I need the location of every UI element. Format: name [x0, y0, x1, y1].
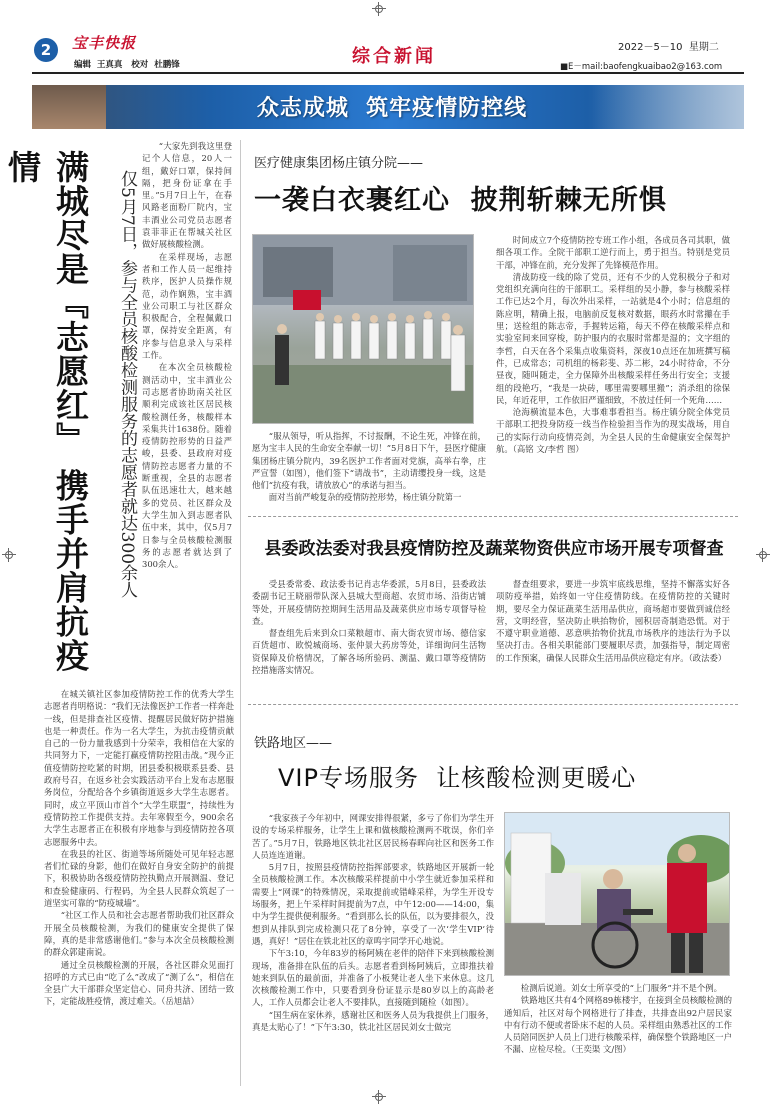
- theme-banner: [32, 85, 744, 129]
- wheelchair-photo-illustration: [505, 813, 730, 976]
- story2-kicker: 医疗健康集团杨庄镇分院——: [254, 156, 424, 171]
- editor-credit: 编辑 王真真 校对 杜鹏锋: [74, 60, 180, 70]
- issue-date: 2022－5－10 星期二: [618, 42, 719, 53]
- column-divider: [240, 140, 241, 1086]
- story4-column-left: “我家孩子今年初中，网课安排得很紧，多亏了你们为学生开设的专场采样服务，让学生上课和做核酸检测两不耽误，你们辛苦了。”5月7日，铁路地区铁北社区居民杨春晖向社区和医务工作人员连连道谢。 5月7日，按照县疫情防控指挥部要求，铁路地区开展新一轮全员核酸检测工作。本次核酸采样提前中小学生就近参加采样和需要上“网课”的特殊情况，采取提前或错峰采样，为学生开设专场服务，把上午采样时间提前为7点，中午12:00——14:00，集中为学生提供便利服务。“看到那么长的队伍，以为要排很久，没想到从排队到完成检测只花了8分钟，享受了一次‘学生VIP’待遇，真好！”居住在铁北社区的章鸣宇同学开心地说。 下午3:10，今年83岁的杨阿姨在老伴的陪伴下来到核酸检测现场，准备排在队伍的后头。志愿者看到杨阿姨后，立即推扶着她来到队伍的最前面，并准备了小板凳让老人坐下来休息。这几次核酸检测工作中，只要看到身份证显示是80岁以上的高龄老人，工作人员都会让老人不要排队，直接随到随检（如图）。 “国生病在家休养，感谢社区和医务人员为我提供上门服务，真是太贴心了！”下午3:30，铁北社区居民刘女士做完: [252, 813, 494, 1033]
- registration-mark-icon: [372, 2, 386, 16]
- section-divider: [248, 516, 738, 517]
- story4-headline: VIP专场服务 让核酸检测更暖心: [278, 764, 637, 792]
- registration-mark-icon: [2, 548, 16, 562]
- page-header: [32, 34, 744, 74]
- registration-mark-icon: [372, 1090, 386, 1104]
- banner-title: 众志成城 筑牢疫情防控线: [256, 96, 528, 121]
- page-number: 2: [40, 41, 52, 59]
- story2-column-right: 时间成立7个疫情防控专班工作小组，各成员各司其职，做细各项工作。全院干部职工逆行而上，勇于担当。特别是党员干部，冲锋在前，充分发挥了先锋模范作用。 清战防疫一线的除了党员，还有不少的人党积极分子和对党组织充满向往的干部职工。采样组的吴小静，参与核酸采样工作已达2个月，每次外出采样，一站就是4个小时；信息组的陈应明，精确上报，电脑前反复核对数据，眼药水时常攥在手里；送检组的陈志帝，手握转运箱，每天不停在核酸采样点和实验室间来回穿梭，防护服内的衣服时常都是湿的；文字组的李哲，白天在各个采集点收集资料，深夜10点还在加班撰写稿件，已成常态；司机组的杨彩斐、苏二彬，24小时待命，不分昼夜，随叫随走，全力保障外出核酸采样任务出行安全；支援组的段艳巧，“我是一块砖，哪里需要哪里搬”；消杀组的徐保民，年近花甲，工作依旧严谨细致，不放过任何一个死角…… 沧海横流显本色，大事难事看担当。杨庄镇分院全体党员干部职工把投身防疫一线当作检验担当作为的现实战场，用自己的实际行动向疫情亮剑，为全县人民的生命健康安全保驾护航。（高铭 文/李哲 图）: [496, 235, 730, 455]
- page-number-badge: [34, 38, 58, 62]
- registration-mark-icon: [756, 548, 770, 562]
- story3-column-left: 受县委常委、政法委书记肖志华委派，5月8日，县委政法委副书记王晓丽带队深入县城大型商超、农贸市场、沿街店铺等处，开展疫情防控期间生活用品及蔬菜供应市场专项督导检查。 督查组先后来到众口菜粮超市、南大街农贸市场、德信家百货超市、欧悦城商场、张仲景大药房等处，详细询问生活物资保障及价格情况，了解各场所验码、测温、戴口罩等疫情防控措施落实情况。: [252, 579, 486, 676]
- section-title: 综合新闻: [352, 46, 436, 67]
- oath-ceremony-photo: [252, 234, 474, 424]
- story1-column-a: “大家先到我这里登记个人信息，20人一组，戴好口罩，保持间隔，把身份证拿在手里。”5月7日上午，在春风路老面粉厂院内，宝丰酒业公司党员志愿者袁菲菲正在帮城关社区做好展核酸检测。 在采样现场，志愿者和工作人员一起维持秩序，医护人员操作规范，动作娴熟，宝丰酒业公司职工与社区群众积极配合，全程佩戴口罩，保持安全距离，有序参与信息录入与采样工作。 在本次全员核酸检测活动中，宝丰酒业公司志愿者协助南关社区顺利完成该社区居民核酸检测任务，核酸样本采集共计1638份。随着疫情防控形势的日益严峻，县委、县政府对疫情防控志愿者力量的不断重视，全县的志愿者队伍迅速壮大，越来越多的党员、社区群众及大学生加入到志愿者队伍中来，其中，仅5月7日参与全员核酸检测服务的志愿者就达到了300余人。: [142, 141, 232, 570]
- section-divider: [248, 704, 738, 705]
- masthead-logo: 宝丰快报: [72, 34, 137, 52]
- story1-subhead: 仅5月7日，参与全员核酸检测服务的志愿者就达300余人: [117, 170, 137, 599]
- story4-column-right: 检测后说道。刘女士所享受的“上门服务”并不是个例。 铁路地区共有4个网格89栋楼宇，在接到全员核酸检测的通知后，社区对每个网格进行了排查，共排查出92户居民家中有行动不便或者卧床不起的人员。采样组由熟悉社区的工作人员陪同医护人员上门进行核酸采样，确保整个铁路地区一户不漏、应检尽检。（王奕渠 文/图）: [504, 983, 732, 1055]
- story4-kicker: 铁路地区——: [254, 736, 333, 751]
- story3-column-right: 督查组要求，要进一步筑牢底线思维，坚持不懈落实好各项防疫举措，始终如一守住疫情防线。在疫情防控的关键时期，要尽全力保证蔬菜生活用品供应，商场超市要做到诚信经营，文明经营，坚决防止哄抬物价，囤积居奇制造恐慌。对于不遵守职业道德、恶意哄抬物价扰乱市场秩序的违法行为予以坚决打击。各相关职能部门要履职尽责，加强指导，制定周密的工作预案，确保人民群众生活用品供应稳定有序。（政法委）: [496, 579, 730, 663]
- header-rule: [32, 72, 744, 74]
- contact-email: ■E－mail:baofengkuaibao2@163.com: [560, 62, 723, 72]
- wheelchair-testing-photo: [504, 812, 730, 976]
- banner-photo-right: [592, 85, 744, 129]
- weekday: 星期二: [688, 42, 719, 53]
- story3-headline: 县委政法委对我县疫情防控及蔬菜物资供应市场开展专项督查: [264, 539, 724, 559]
- story1-column-b: 在城关镇社区参加疫情防控工作的优秀大学生志愿者肖明格说：“我们无法像医护工作者一样奔赴一线，但是排查社区疫情、提醒居民做好防护措施也是一种责任。作为一名大学生，为抗击疫情贡献自己的一份力量我感到十分荣幸，我相信在大家的共同努力下，一定能打赢疫情防控阻击战。”现今正值疫情防控吃紧的时期，团县委积极联系县委、县政府号召，在返乡社会实践活动平台上发布志愿服务岗位，分配给各个乡镇街道返乡大学生志愿者。同时，成立平顶山市首个“大学生联盟”，持续性为疫情防控工作提供支持。去年寒假至今，900余名大学生志愿者正在积极有序地参与到疫情防控各项志愿服务中去。 在我县的社区、街道等场所随处可见年轻志愿者们忙碌的身影，他们在做好自身安全防护的前提下，积极协助各级疫情防控执勤点开展测温、登记和查验健康码、行程码，为全县人民群众筑起了一道坚实可靠的“防疫城墙”。 “社区工作人员和社会志愿者帮助我们社区群众开展全员核酸检测，为我们的健康安全提供了保障，真的是非常感谢他们。”参与本次全员核酸检测的群众郭建南说。 通过全员核酸检测的开展，各社区群众见面打招呼的方式已由“吃了么”改成了“测了么”，相信在全县广大干部群众坚定信心、同舟共济、团结一致下，定能战胜疫情，渡过难关。（岳旭喆）: [44, 689, 234, 1007]
- oath-photo-illustration: [253, 235, 474, 424]
- banner-photo-left: [32, 85, 106, 129]
- story2-column-left: “服从领导，听从指挥，不讨报酬，不论生死，冲锋在前，愿为宝丰人民的生命安全奉献一切！”5月8日下午，县医疗健康集团杨庄镇分院内，39名医护工作者面对党旗，高举右拳，庄严宣誓（如图），他们签下“请战书”，主动请缨投身一线，这是他们“抗疫有我，请放放心”的承诺与担当。 面对当前严峻复杂的疫情防控形势，杨庄镇分院第一: [252, 431, 486, 503]
- story1-headline: 满城尽是『志愿红』 携手并肩抗疫情: [3, 150, 90, 673]
- story2-headline: 一袭白衣裹红心 披荆斩棘无所惧: [254, 185, 667, 216]
